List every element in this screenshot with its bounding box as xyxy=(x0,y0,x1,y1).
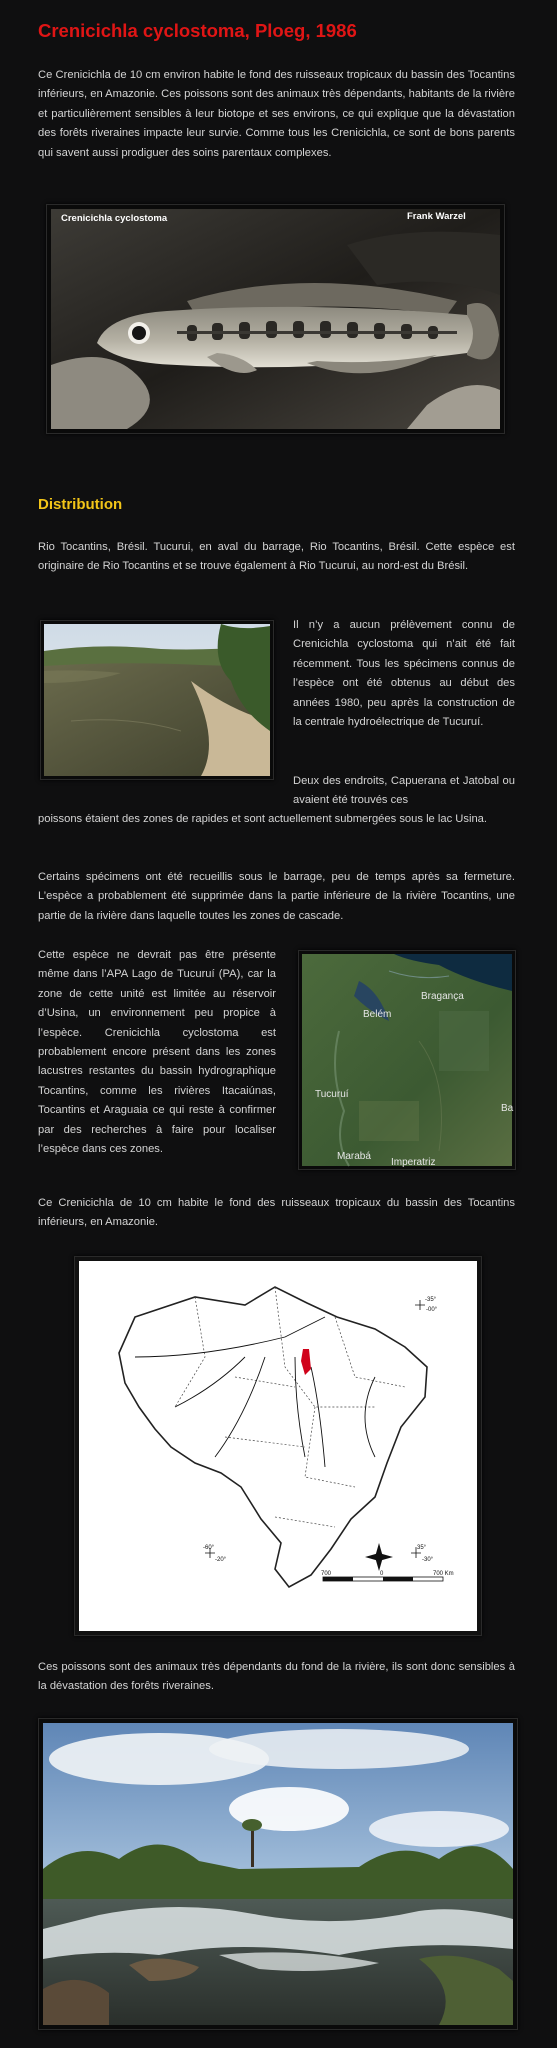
map-label-braganca: Bragança xyxy=(421,991,464,1002)
svg-text:-35°: -35° xyxy=(425,1297,437,1303)
intro-paragraph: Ce Crenicichla de 10 cm environ habite le fond des ruisseaux tropicaux du bassin des Tocantins inférieurs, en Amazonie. Ces poissons sont des animaux très dépendants, habitants de la rivière et particulièrement sensibles à leur biotope et ses environs, ce qui explique que la dévastation des forêts riveraines impacte leur survie. Comme tous les Crenicichla, ce sont de bons parents qui savent aussi prodiguer des soins parentaux complexes. xyxy=(38,69,515,159)
brazil-range-map xyxy=(74,1256,482,1636)
river-photo xyxy=(40,620,274,780)
map-label-belem: Belém xyxy=(363,1009,392,1020)
fish-photo-caption-right: Frank Warzel xyxy=(407,211,466,222)
svg-text:-30°: -30° xyxy=(422,1557,434,1563)
distribution-paragraph-4: Certains spécimens ont été recueillis sous le barrage, peu de temps après sa fermeture. L’espèce a probablement été supprimée dans la partie inférieure de la rivière Tocantins, une partie de la rivière dans laquelle toutes les zones de cascade. xyxy=(38,871,515,922)
distribution-paragraph-2: Il n’y a aucun prélèvement connu de Crenicichla cyclostoma qui n’ait été fait récemment. Tous les spécimens connus de l’espèce ont été obtenus au début des années 1980, peu après la construction de la centrale hydroélectrique de Tucuruí. xyxy=(293,619,515,729)
map-label-maraba: Marabá xyxy=(337,1151,371,1162)
page-title: Crenicichla cyclostoma, Ploeg, 1986 xyxy=(38,20,357,41)
svg-text:-35°: -35° xyxy=(415,1545,427,1551)
rapids-photo xyxy=(38,1718,518,2030)
svg-text:700: 700 xyxy=(321,1571,332,1577)
fish-photo xyxy=(46,204,505,434)
distribution-paragraph-1: Rio Tocantins, Brésil. Tucurui, en aval du barrage, Rio Tocantins, Brésil. Cette espèce est originaire de Rio Tocantins et se trouve également à Rio Tucurui, au nord-est du Brésil. xyxy=(38,541,515,573)
map-label-imperatriz: Imperatriz xyxy=(391,1157,436,1168)
svg-text:-00°: -00° xyxy=(426,1307,438,1313)
svg-text:700 Km: 700 Km xyxy=(433,1571,454,1577)
distribution-paragraph-5: Cette espèce ne devrait pas être présente même dans l’APA Lago de Tucuruí (PA), car la zone de cette unité est limitée au réservoir d’Usina, un environnement peu propice à l’espèce. Crenicichla cyclostoma est probablement encore présent dans les zones lacustres restantes du bassin hydrographique Tocantins, comme les rivières Itacaiúnas, Tocantins et Araguaia ce qui reste à confirmer par des recherches à faire pour localiser l’espèce dans ces zones. xyxy=(38,949,276,1156)
svg-text:0: 0 xyxy=(380,1571,384,1577)
distribution-paragraph-7: Ces poissons sont des animaux très dépendants du fond de la rivière, ils sont donc sensibles à la dévastation des forêts riveraines. xyxy=(38,1661,515,1693)
distribution-heading: Distribution xyxy=(38,496,123,513)
distribution-paragraph-3a: Deux des endroits, Capuerana et Jatobal ou avaient été trouvés ces xyxy=(293,775,515,807)
map-label-tucurui: Tucuruí xyxy=(315,1089,349,1100)
svg-text:-60°: -60° xyxy=(203,1545,215,1551)
satellite-map xyxy=(298,950,516,1170)
svg-text:-20°: -20° xyxy=(215,1557,227,1563)
distribution-paragraph-3b: poissons étaient des zones de rapides et sont actuellement submergées sous le lac Usina. xyxy=(38,813,488,825)
fish-photo-caption-left: Crenicichla cyclostoma xyxy=(61,213,168,224)
map-label-ba: Ba xyxy=(501,1103,514,1114)
distribution-paragraph-6: Ce Crenicichla de 10 cm habite le fond des ruisseaux tropicaux du bassin des Tocantins inférieurs, en Amazonie. xyxy=(38,1197,515,1229)
